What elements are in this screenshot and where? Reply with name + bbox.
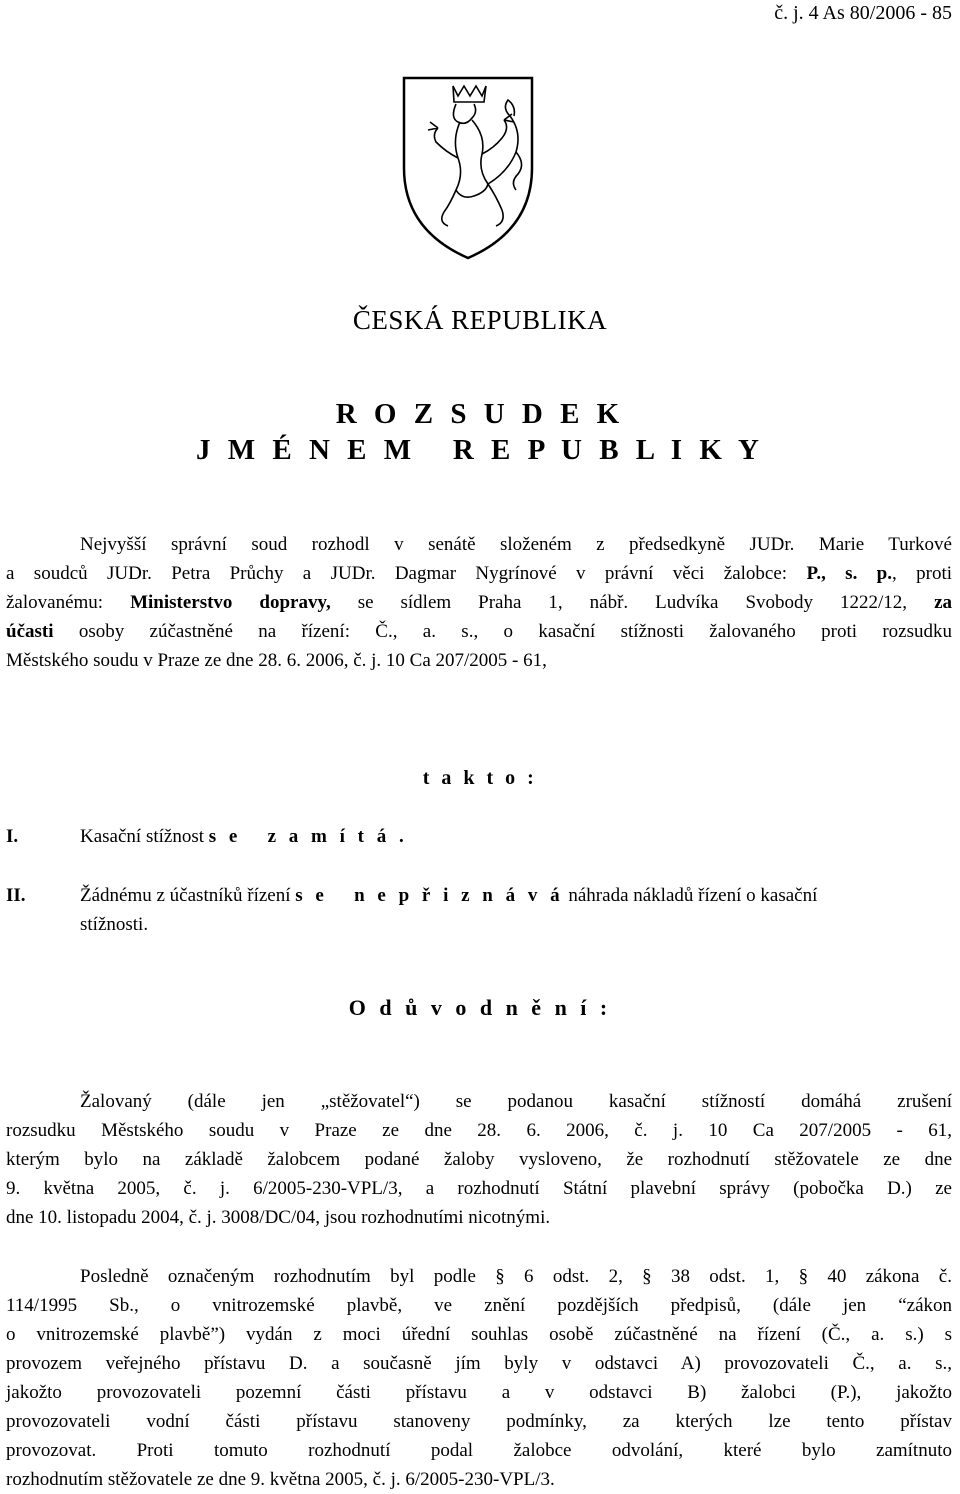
coat-of-arms-icon	[398, 72, 538, 262]
in-name-heading: J M É N E M R E P U B L I K Y	[195, 434, 764, 466]
verdict-emphasis: s e n e p ř i z n á v á	[295, 885, 564, 906]
paragraph-line: jakožto provozovateli pozemní části přístavu a v odstavci B) žalobci (P.), jakožto	[6, 1382, 952, 1403]
case-reference: č. j. 4 As 80/2006 - 85	[774, 2, 952, 24]
paragraph-line: kterým bylo na základě žalobcem podané žaloby vysloveno, že rozhodnutí stěžovatele ze dne	[6, 1149, 952, 1170]
intro-line: žalovanému: Ministerstvo dopravy, se sídlem Praha 1, nábř. Ludvíka Svobody 1222/12, za	[6, 592, 952, 613]
state-name: ČESKÁ REPUBLIKA	[352, 305, 608, 335]
verdict-number: I.	[6, 826, 19, 847]
verdict-emphasis: s e z a m í t á .	[208, 826, 408, 847]
paragraph-line: o vnitrozemské plavbě”) vydán z moci úřední souhlas osobě zúčastněné na řízení (Č., a. s.) s	[6, 1324, 952, 1345]
intro-line: Městského soudu v Praze ze dne 28. 6. 2006, č. j. 10 Ca 207/2005 - 61,	[6, 650, 547, 671]
paragraph-line: 114/1995 Sb., o vnitrozemské plavbě, ve znění pozdějších předpisů, (dále jen “zákon	[6, 1295, 952, 1316]
reasoning-paragraph	[6, 1087, 952, 1232]
intro-line: účasti osoby zúčastněné na řízení: Č., a. s., o kasační stížnosti žalovaného proti rozsudku	[6, 621, 952, 642]
paragraph-line: Posledně označeným rozhodnutím byl podle § 6 odst. 2, § 38 odst. 1, § 40 zákona č.	[80, 1266, 952, 1287]
paragraph-line: 9. května 2005, č. j. 6/2005-230-VPL/3, a rozhodnutí Státní plavební správy (pobočka D.) ze	[6, 1178, 952, 1199]
defendant-name: Ministerstvo dopravy,	[130, 592, 331, 613]
intro-paragraph	[6, 530, 952, 675]
verdict-heading: t a k t o :	[422, 767, 538, 789]
paragraph-line: dne 10. listopadu 2004, č. j. 3008/DC/04, jsou rozhodnutími nicotnými.	[6, 1207, 551, 1228]
paragraph-line: provozovateli vodní části přístavu stanoveny podmínky, za kterých lze tento přístav	[6, 1411, 952, 1432]
paragraph-line: provozovat. Proti tomuto rozhodnutí podal žalobce odvolání, které bylo zamítnuto	[6, 1440, 952, 1461]
intro-line: a soudců JUDr. Petra Průchy a JUDr. Dagmar Nygrínové v právní věci žalobce: P., s. p., proti	[6, 563, 953, 584]
paragraph-line: Žalovaný (dále jen „stěžovatel“) se podanou kasační stížností domáhá zrušení	[80, 1091, 952, 1112]
intro-line: Nejvyšší správní soud rozhodl v senátě složeném z předsedkyně JUDr. Marie Turkové	[80, 534, 952, 555]
paragraph-line: rozhodnutím stěžovatele ze dne 9. května 2005, č. j. 6/2005-230-VPL/3.	[6, 1469, 555, 1490]
paragraph-line: provozem veřejného přístavu D. a současně jím byly v odstavci A) provozovateli Č., a. s.,	[6, 1353, 952, 1374]
verdict-number: II.	[6, 885, 26, 906]
document-title	[0, 396, 960, 468]
paragraph-line: rozsudku Městského soudu v Praze ze dne 28. 6. 2006, č. j. 10 Ca 207/2005 - 61,	[6, 1120, 952, 1141]
plaintiff-name: P., s. p.	[806, 563, 893, 584]
judgment-heading: R O Z S U D E K	[335, 398, 625, 430]
reasoning-heading: O d ů v o d n ě n í :	[348, 995, 612, 1020]
reasoning-paragraph	[6, 1262, 952, 1494]
